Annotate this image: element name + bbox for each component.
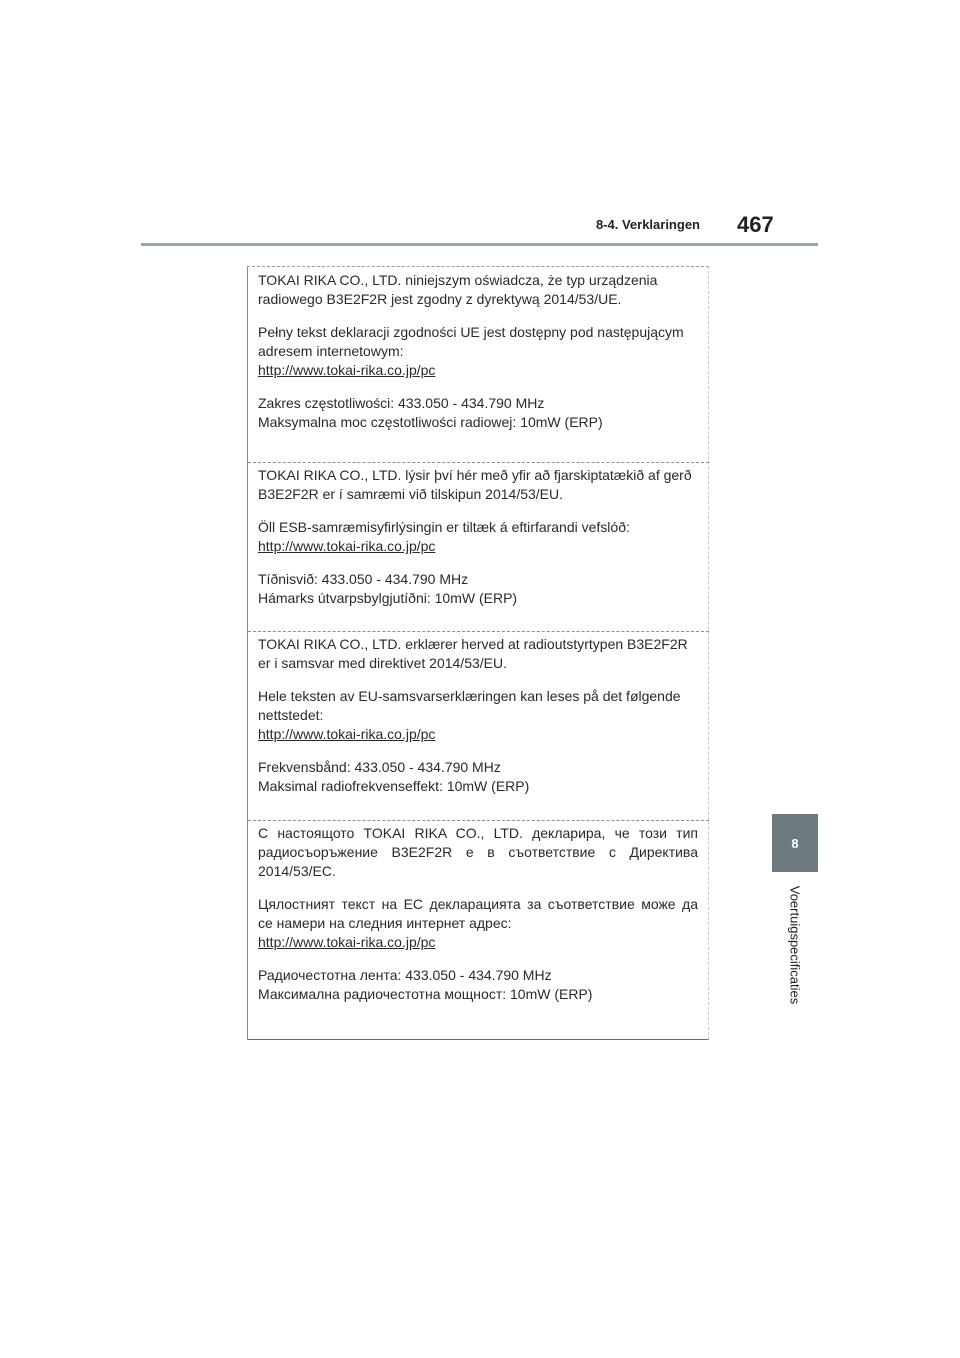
intro-line: TOKAI RIKA CO., LTD. niniejszym oświadcza, że typ urządzenia [258,272,658,288]
section-divider [248,462,709,463]
chapter-number: 8 [791,835,799,851]
intro-line: B3E2F2R er í samræmi við tilskipun 2014/53/EU. [258,486,564,502]
section-title: 8-4. Verklaringen [595,217,700,232]
section-divider [248,820,709,821]
text-line: Öll ESB-samræmisyfirlýsingin er tiltæk á eftirfarandi vefslóð: [258,519,630,535]
intro-line: С настоящото TOKAI RIKA CO., LTD. декларира, че този тип [258,825,698,841]
intro-line: radiowego B3E2F2R jest zgodny z dyrektywą 2014/53/UE. [258,291,622,307]
declaration-icelandic [258,466,698,608]
declaration-polish [258,271,698,432]
intro-line: TOKAI RIKA CO., LTD. lýsir því hér með yfir að fjarskiptatækið af gerð [258,467,692,483]
text-line: nettstedet: [258,707,324,723]
declaration-box [247,266,709,1040]
declaration-link[interactable]: http://www.tokai-rika.co.jp/pc [258,362,436,378]
page-number: 467 [737,212,774,237]
spec-line: Maksimal radiofrekvenseffekt: 10mW (ERP) [258,778,530,794]
intro-line: радиосъоръжение B3E2F2R е в съответствие с Директива [258,844,698,860]
intro-line: 2014/53/ЕС. [258,863,336,879]
spec-line: Радиочестотна лента: 433.050 - 434.790 MHz [258,967,552,983]
text-line: Hele teksten av EU-samsvarserklæringen kan leses på det følgende [258,688,681,704]
spec-line: Maksymalna moc częstotliwości radiowej: 10mW (ERP) [258,414,603,430]
declaration-link[interactable]: http://www.tokai-rika.co.jp/pc [258,934,436,950]
spec-line: Tíðnisvið: 433.050 - 434.790 MHz [258,571,469,587]
declaration-norwegian [258,635,698,796]
section-divider [248,631,709,632]
intro-line: er i samsvar med direktivet 2014/53/EU. [258,655,507,671]
declaration-link[interactable]: http://www.tokai-rika.co.jp/pc [258,726,436,742]
chapter-tab[interactable] [772,814,818,872]
text-line: Pełny tekst deklaracji zgodności UE jest dostępny pod następującym [258,324,684,340]
text-line: Цялостният текст на ЕС декларацията за съответствие може да [258,896,698,912]
text-line: adresem internetowym: [258,343,404,359]
intro-line: TOKAI RIKA CO., LTD. erklærer herved at radioutstyrtypen B3E2F2R [258,636,688,652]
spec-line: Frekvensbånd: 433.050 - 434.790 MHz [258,759,501,775]
spec-line: Hámarks útvarpsbylgjutíðni: 10mW (ERP) [258,590,518,606]
header-rule [141,243,818,246]
chapter-label: Voertuigspecificaties [787,885,803,1005]
spec-line: Zakres częstotliwości: 433.050 - 434.790 MHz [258,395,545,411]
text-line: се намери на следния интернет адрес: [258,915,512,931]
spec-line: Максимална радиочестотна мощност: 10mW (ERP) [258,986,593,1002]
declaration-link[interactable]: http://www.tokai-rika.co.jp/pc [258,538,436,554]
declaration-bulgarian [258,824,698,1004]
